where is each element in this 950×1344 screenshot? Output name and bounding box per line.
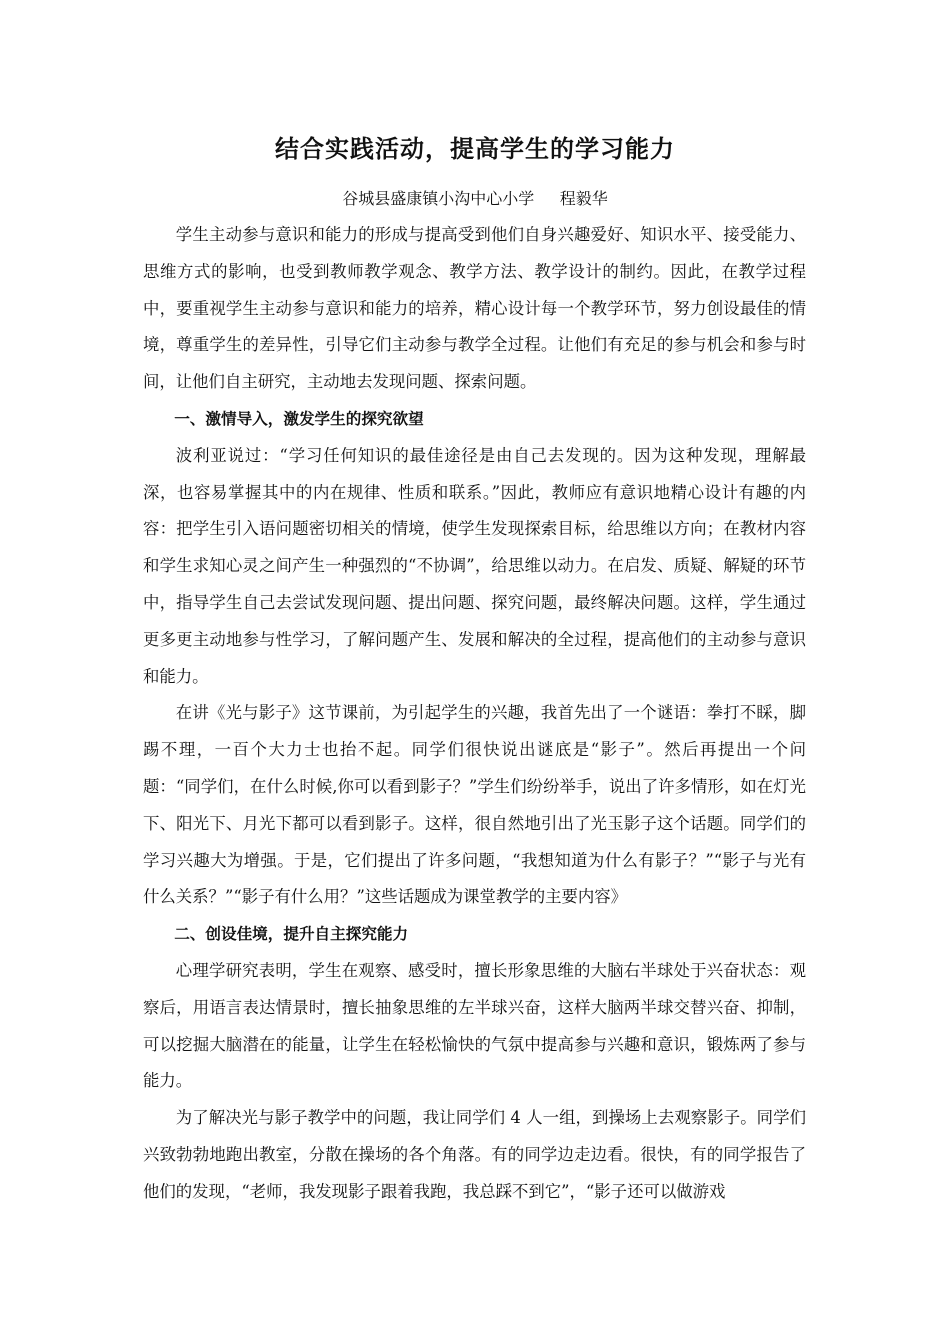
paragraph: 在讲《光与影子》这节课前，为引起学生的兴趣，我首先出了一个谜语：拳打不睬，脚踢不理，一百个大力士也抬不起。同学们很快说出谜底是“影子”。然后再提出一个问题：“同学们，在什么时候,你可以看到影子？”学生们纷纷举手，说出了许多情形，如在灯光下、阳光下、月光下都可以看到影子。这样，很自然地引出了光玉影子这个话题。同学们的学习兴趣大为增强。于是，它们提出了许多问题，“我想知道为什么有影子？”“影子与光有什么关系？”“影子有什么用？”这些话题成为课堂教学的主要内容》 <box>143 703 806 907</box>
section-heading-2: 二、创设佳境，提升自主探究能力 <box>174 925 409 944</box>
paragraph: 波利亚说过：“学习任何知识的最佳途径是由自己去发现的。因为这种发现，理解最深，也容易掌握其中的内在规律、性质和联系。”因此，教师应有意识地精心设计有趣的内容：把学生引入语问题密切相关的情境，使学生发现探索目标，给思维以方向；在教材内容和学生求知心灵之间产生一种强烈的“不协调”，给思维以动力。在启发、质疑、解疑的环节中，指导学生自己去尝试发现问题、提出问题、探究问题，最终解决问题。这样，学生通过更多更主动地参与性学习，了解问题产生、发展和解决的全过程，提高他们的主动参与意识和能力。 <box>143 445 806 686</box>
paragraph: 心理学研究表明，学生在观察、感受时，擅长形象思维的大脑右半球处于兴奋状态：观察后，用语言表达情景时，擅长抽象思维的左半球兴奋，这样大脑两半球交替兴奋、抑制，可以挖掘大脑潜在的能量，让学生在轻松愉快的气氛中提高参与兴趣和意识，锻炼两了参与能力。 <box>143 960 806 1091</box>
paragraph: 为了解决光与影子教学中的问题，我让同学们 4 人一组，到操场上去观察影子。同学们兴致勃勃地跑出教室，分散在操场的各个角落。有的同学边走边看。很快，有的同学报告了他们的发现，“老师，我发现影子跟着我跑，我总踩不到它”，“影子还可以做游戏 <box>143 1108 806 1201</box>
document-title: 结合实践活动，提高学生的学习能力 <box>275 135 675 163</box>
paragraph-intro: 学生主动参与意识和能力的形成与提高受到他们自身兴趣爱好、知识水平、接受能力、思维方式的影响，也受到教师教学观念、教学方法、教学设计的制约。因此，在教学过程中，要重视学生主动参与意识和能力的培养，精心设计每一个教学环节，努力创设最佳的情境，尊重学生的差异性，引导它们主动参与教学全过程。让他们有充足的参与机会和参与时间，让他们自主研究，主动地去发现问题、探索问题。 <box>143 225 806 392</box>
section-heading-1: 一、激情导入，激发学生的探究欲望 <box>174 409 424 428</box>
author-byline: 谷城县盛康镇小沟中心小学 程毅华 <box>342 189 608 208</box>
document-body <box>143 217 806 1211</box>
